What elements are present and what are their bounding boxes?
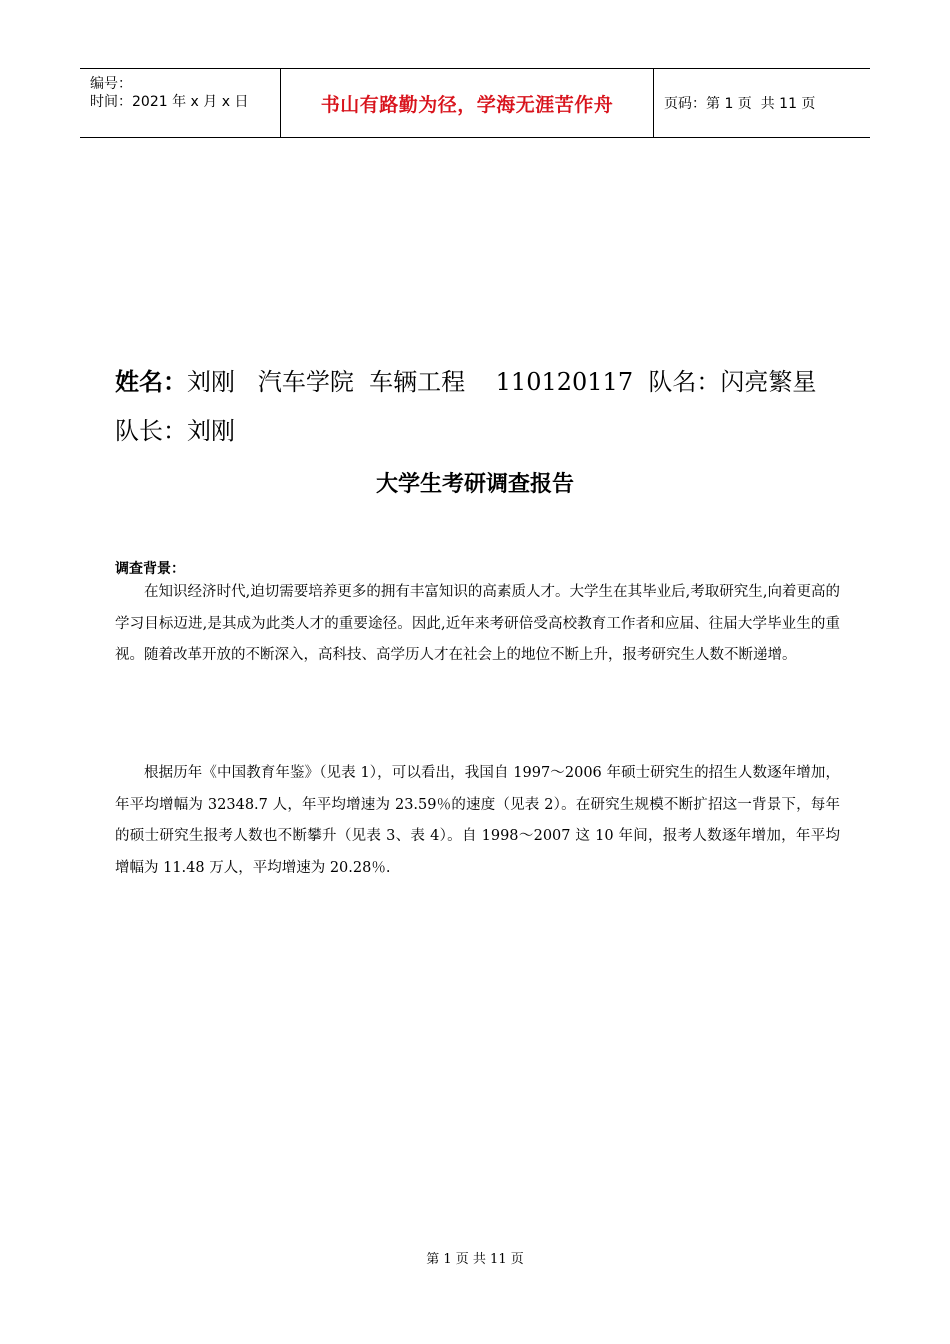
- header-page-cell: [654, 69, 870, 137]
- page-footer: 第 1 页 共 11 页: [426, 1252, 524, 1267]
- number-label: 编号：: [90, 76, 132, 92]
- page-info: 页码：第 1 页 共 11 页: [664, 96, 816, 112]
- motto: 书山有路勤为径，学海无涯苦作舟: [320, 93, 614, 116]
- author-details: 刘刚 汽车学院 车辆工程 110120117 队名：闪亮繁星: [187, 368, 817, 396]
- author-line: [115, 367, 816, 397]
- page-header: [80, 68, 870, 138]
- time-label: 时间：2021 年 x 月 x 日: [90, 94, 249, 110]
- background-label: 调查背景：: [115, 561, 185, 577]
- name-label: 姓名：: [115, 368, 187, 396]
- background-paragraph: 在知识经济时代,迫切需要培养更多的拥有丰富知识的高素质人才。大学生在其毕业后,考取研究生,向着更高的学习目标迈进,是其成为此类人才的重要途径。因此,近年来考研倍受高校教育工作者和应届、往届大学毕业生的重视。随着改革开放的不断深入，高科技、高学历人才在社会上的地位不断上升，报考研究生人数不断递增。: [115, 584, 840, 663]
- leader-line: 队长：刘刚: [115, 417, 235, 445]
- statistics-paragraph: 根据历年《中国教育年鉴》（见表 1），可以看出，我国自 1997～2006 年硕士研究生的招生人数逐年增加，年平均增幅为 32348.7 人，年平均增速为 23.59％的速度（见表 2）。在研究生规模不断扩招这一背景下，每年的硕士研究生报考人数也不断攀升（见表 3、表 4）。自 1998～2007 这 10 年间，报考人数逐年增加，年平均增幅为 11.48 万人，平均增速为 20.28％.: [115, 765, 840, 876]
- header-meta: [80, 69, 281, 137]
- report-title: 大学生考研调查报告: [375, 472, 574, 497]
- header-motto-cell: [281, 69, 654, 137]
